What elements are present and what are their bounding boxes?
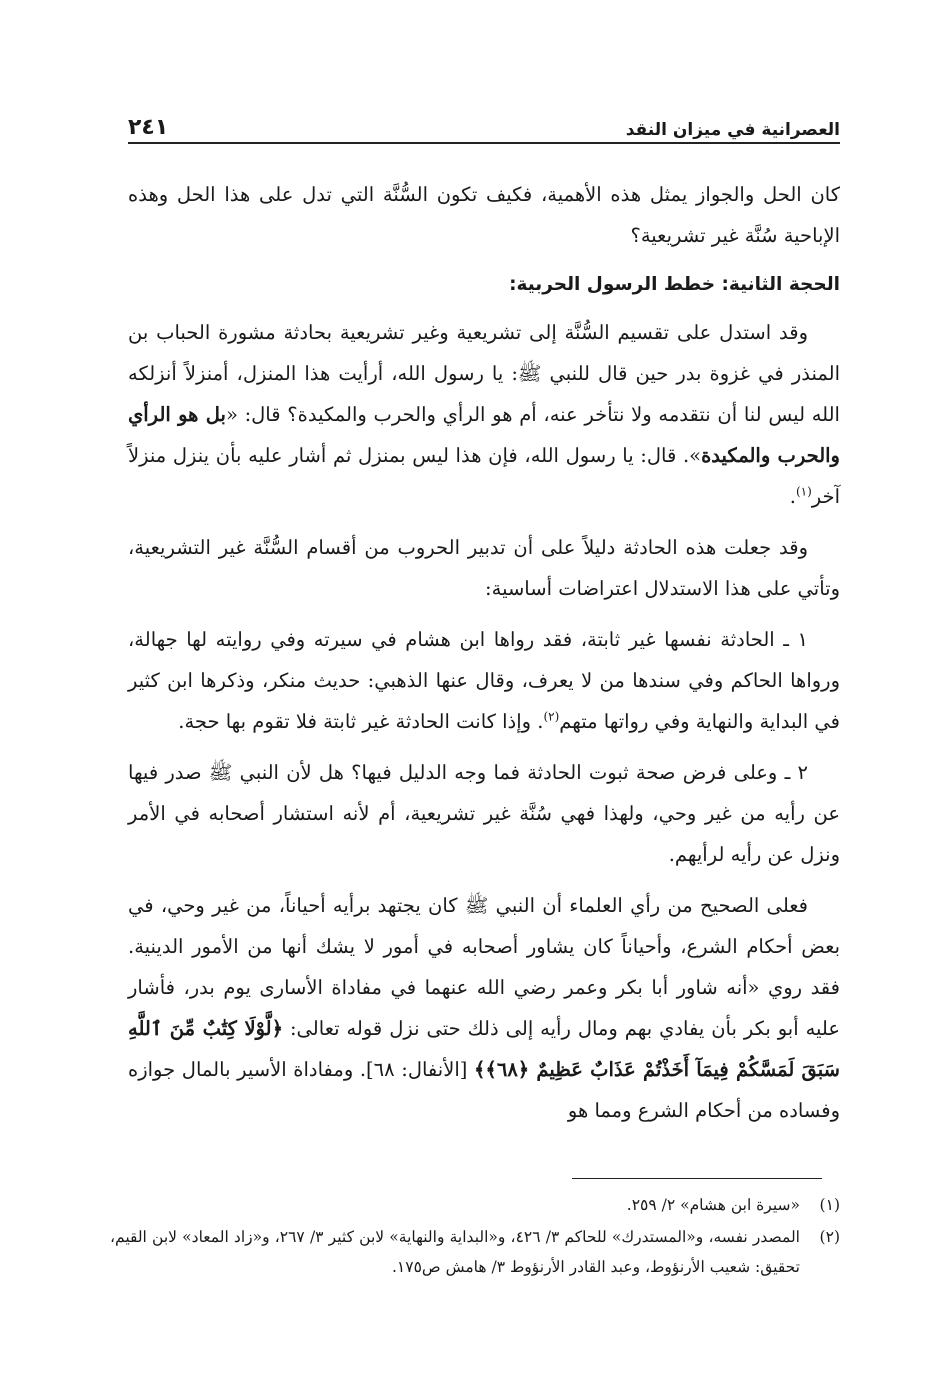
paragraph-6-text-a: فعلى الصحيح من رأي العلماء أن النبي ﷺ كان يجتهد برأيه أحياناً، من غير وحي، في بعض أحكام الشرع، وأحياناً كان يشاور أصحابه في أمور لا يشك أنها من الأمور الدينية. فقد روي «أنه شاور أبا بكر وعمر رضي الله عنهما في مفاداة الأسارى يوم بدر، فأشار عليه أبو بكر بأن يفادي بهم ومال رأيه إلى ذلك حتى نزل قوله تعالى: <box>128 894 840 1040</box>
footnote-2 <box>110 1222 840 1282</box>
footnote-text: المصدر نفسه، و«المستدرك» للحاكم ٣/ ٤٢٦، و«البداية والنهاية» لابن كثير ٣/ ٢٦٧، و«زاد المعاد» لابن القيم، تحقيق: شعيب الأرنؤوط، وعبد القادر الأرنؤوط ٣/ هامش ص١٧٥. <box>110 1228 800 1276</box>
paragraph-5: ٢ ـ وعلى فرض صحة ثبوت الحادثة فما وجه الدليل فيها؟ هل لأن النبي ﷺ صدر فيها عن رأيه من غير وحي، ولهذا فهي سُنَّة غير تشريعية، أم لأنه استشار أصحابه في الأمر ونزل عن رأيه لرأيهم. <box>128 761 840 866</box>
paragraph-3: وقد جعلت هذه الحادثة دليلاً على أن تدبير الحروب من أقسام السُّنَّة غير التشريعية، وتأتي على هذا الاستدلال اعتراضات أساسية: <box>128 536 840 600</box>
footnotes <box>110 1190 840 1284</box>
running-header <box>128 100 840 144</box>
page-number: ٢٤١ <box>128 115 169 140</box>
paragraph-2-end: . <box>789 485 796 508</box>
paragraph-6 <box>128 885 840 1131</box>
footnote-divider <box>572 1178 822 1179</box>
section-heading: الحجة الثانية: خطط الرسول الحربية: <box>509 274 840 295</box>
body-text <box>128 174 840 1131</box>
paragraph-2-text-a: وقد استدل على تقسيم السُّنَّة إلى تشريعية وغير تشريعية بحادثة مشورة الحباب بن المنذر في غزوة بدر حين قال للنبي ﷺ: يا رسول الله، أرأيت هذا المنزل، أمنزلاً أنزلكه الله ليس لنا أن نتقدمه ولا نتأخر عنه، أم هو الرأي والحرب والمكيدة؟ قال: « <box>128 321 840 426</box>
footnote-number: (١) <box>819 1196 840 1214</box>
paragraph-4 <box>128 619 840 742</box>
quran-verse: ﴿لَّوْلَا كِتَٰبٌ مِّنَ ٱللَّهِ سَبَقَ لَمَسَّكُمْ فِيمَآ أَخَذْتُمْ عَذَابٌ عَظِيمٌ ﴿٦٨﴾﴾ <box>128 1017 840 1081</box>
paragraph-2 <box>128 312 840 517</box>
paragraph-4-text-a: ١ ـ الحادثة نفسها غير ثابتة، فقد رواها ابن هشام في سيرته وفي روايته لها جهالة، ورواها الحاكم وفي سندها من لا يعرف، وقال عنها الذهبي: حديث منكر، وذكرها ابن كثير في البداية والنهاية وفي رواتها متهم <box>128 628 840 733</box>
paragraph-4-text-b: . وإذا كانت الحادثة غير ثابتة فلا تقوم بها حجة. <box>178 710 544 733</box>
paragraph-6-text-b: [الأنفال: ٦٨]. ومفاداة الأسير بالمال جوازه وفساده من أحكام الشرع ومما هو <box>128 1058 840 1122</box>
running-title: العصرانية في ميزان النقد <box>625 120 840 140</box>
footnote-1 <box>110 1190 840 1220</box>
paragraph-2-text-b: ». قال: يا رسول الله، فإن هذا ليس بمنزل ثم أشار عليه بأن ينزل منزلاً آخر <box>128 444 840 508</box>
paragraph-2-bold-quote: بل هو الرأي والحرب والمكيدة <box>128 403 840 467</box>
footnote-ref-1: (١) <box>795 484 812 499</box>
footnote-ref-2: (٢) <box>543 709 560 724</box>
book-page <box>128 100 840 1141</box>
footnote-number: (٢) <box>819 1228 840 1246</box>
paragraph-1: كان الحل والجواز يمثل هذه الأهمية، فكيف تكون السُّنَّة التي تدل على هذا الحل وهذه الإباحية سُنَّة غير تشريعية؟ <box>128 183 840 247</box>
footnote-text: «سيرة ابن هشام» ٢/ ٢٥٩. <box>626 1196 800 1214</box>
